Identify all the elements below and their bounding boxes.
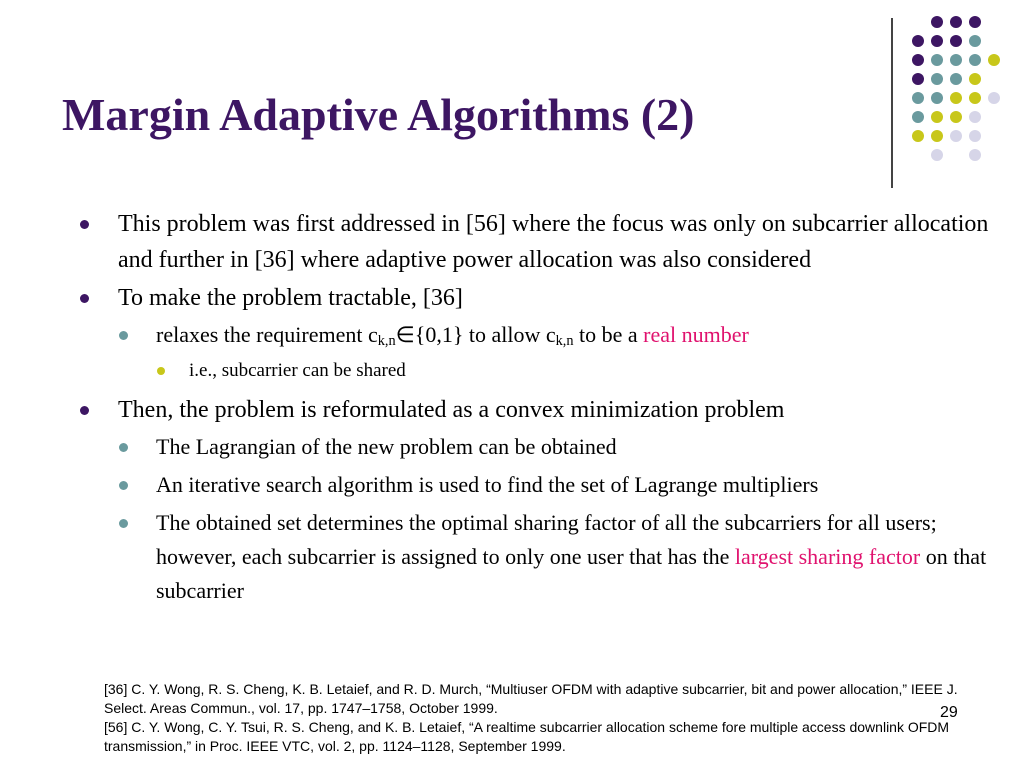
sub-bullet-marker (119, 443, 128, 452)
slide-title: Margin Adaptive Algorithms (2) (62, 89, 695, 140)
sub-bullet-marker (119, 519, 128, 528)
reference-36: [36] C. Y. Wong, R. S. Cheng, K. B. Letaief, and R. D. Murch, “Multiuser OFDM with adaptive subcarrier, bit and power allocation,” IEEE J. Select. Areas Commun., vol. 17, pp. 1747–1758, October 1999. (104, 681, 958, 716)
bullet-marker (80, 406, 89, 415)
subscript: k,n (377, 333, 396, 349)
decorative-dot (969, 111, 981, 123)
decorative-dot (950, 130, 962, 142)
decorative-dot (931, 149, 943, 161)
decorative-dot (969, 16, 981, 28)
decorative-dot (950, 73, 962, 85)
decorative-dot (931, 73, 943, 85)
text-part: to be a (573, 322, 644, 347)
bullet-marker (80, 220, 89, 229)
decorative-dot (969, 54, 981, 66)
bullet-2 (80, 280, 1020, 316)
sub-bullet-iterative-search (118, 468, 1020, 502)
sub-bullet-obtained-set (118, 506, 1020, 608)
text-part: ∈{0,1} to allow c (395, 322, 556, 347)
reference-56: [56] C. Y. Wong, C. Y. Tsui, R. S. Cheng, and K. B. Letaief, “A realtime subcarrier allocation scheme fore multiple access downlink OFDM transmission,” in Proc. IEEE VTC, vol. 2, pp. 1124–1128, September 1999. (104, 719, 950, 754)
decorative-dot (912, 54, 924, 66)
decorative-dot (931, 35, 943, 47)
text-part: The obtained set determines the optimal sharing factor of all the subcarriers for all users; however, each subcarrier is assigned to only one user that has the (156, 510, 937, 569)
references (104, 680, 964, 756)
text-part: relaxes the requirement c (156, 322, 378, 347)
decorative-dot (912, 92, 924, 104)
text-part: on that subcarrier (156, 544, 987, 603)
decorative-dot (931, 54, 943, 66)
highlight-largest-sharing-factor: largest sharing factor (734, 544, 921, 569)
highlight-real-number: real number (643, 322, 749, 347)
bullet-text: To make the problem tractable, [36] (118, 285, 463, 311)
bullet-text: i.e., subcarrier can be shared (189, 360, 406, 381)
decorative-dot (969, 35, 981, 47)
decorative-dot (912, 130, 924, 142)
decorative-dot (931, 111, 943, 123)
sub-bullet-marker (119, 331, 128, 340)
bullet-list (80, 206, 1020, 612)
decorative-divider-line (891, 18, 893, 188)
sub-bullet-marker (119, 481, 128, 490)
bullet-marker (80, 294, 89, 303)
sub-bullet-relaxes (118, 318, 1020, 352)
bullet-3 (80, 392, 1020, 428)
sub-bullet-lagrangian (118, 430, 1020, 464)
subscript: k,n (555, 333, 574, 349)
decorative-dot (912, 111, 924, 123)
bullet-1 (80, 206, 1020, 278)
decorative-dot (950, 35, 962, 47)
bullet-text: This problem was first addressed in [56] where the focus was only on subcarrier allocation and further in [36] where adaptive power allocation was also considered (118, 211, 989, 273)
decorative-dot (988, 54, 1000, 66)
decorative-dot (969, 73, 981, 85)
sub-sub-bullet (156, 356, 1020, 386)
decorative-dot (969, 92, 981, 104)
decorative-dot (931, 130, 943, 142)
decorative-dot (931, 16, 943, 28)
bullet-text: An iterative search algorithm is used to find the set of Lagrange multipliers (156, 472, 819, 497)
decorative-dot (931, 92, 943, 104)
decorative-dot (912, 35, 924, 47)
decorative-dot (912, 73, 924, 85)
decorative-dot (950, 16, 962, 28)
decorative-dot (950, 92, 962, 104)
sub-sub-bullet-marker (157, 367, 165, 375)
decorative-dot (969, 149, 981, 161)
bullet-text: Then, the problem is reformulated as a convex minimization problem (118, 397, 785, 423)
bullet-text: The Lagrangian of the new problem can be obtained (156, 434, 617, 459)
decorative-dot (969, 130, 981, 142)
decorative-dot (950, 111, 962, 123)
decorative-dot (988, 92, 1000, 104)
page-number: 29 (940, 704, 958, 721)
decorative-dot (950, 54, 962, 66)
